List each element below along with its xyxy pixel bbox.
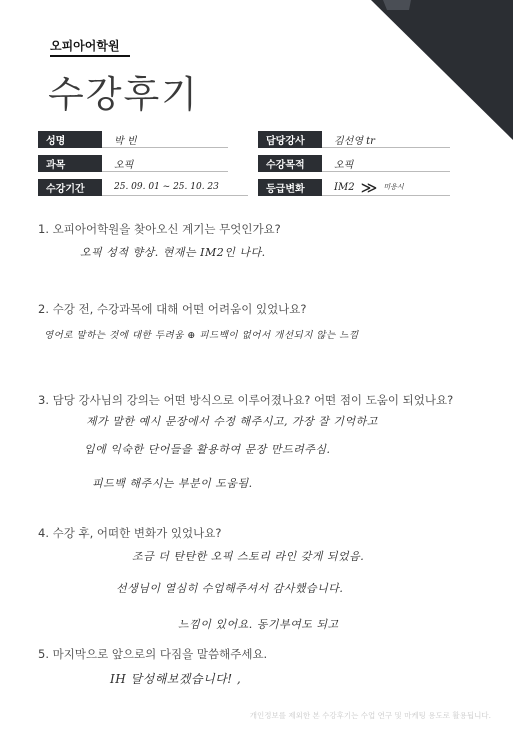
answer-4-line-1: 조금 더 탄탄한 오픽 스토리 라인 갖게 되었음.	[132, 550, 365, 563]
grade-arrow: ≫	[360, 177, 378, 197]
answer-3-line-3: 피드백 해주시는 부분이 도움됨.	[92, 477, 253, 490]
info-row-period	[38, 179, 248, 196]
info-row-name	[38, 131, 228, 148]
purpose-value: 오픽	[322, 155, 450, 172]
instructor-label: 담당강사	[258, 131, 322, 148]
question-2: 2. 수강 전, 수강과목에 대해 어떤 어려움이 있었나요?	[38, 302, 307, 316]
academy-underline	[50, 55, 130, 57]
answer-1-line-1: 오픽 성적 향상. 현재는 IM2인 나다.	[80, 246, 266, 259]
info-row-purpose	[258, 155, 450, 172]
footer-note: 개인정보를 제외한 본 수강후기는 수업 연구 및 마케팅 용도로 활용됩니다.	[249, 711, 491, 720]
answer-4-line-3: 느낌이 있어요. 동기부여도 되고	[178, 618, 339, 631]
info-row-instructor	[258, 131, 450, 148]
question-4: 4. 수강 후, 어떠한 변화가 있었나요?	[38, 526, 222, 540]
grade-value	[322, 179, 450, 196]
question-1: 1. 오피아어학원을 찾아오신 계기는 무엇인가요?	[38, 222, 281, 236]
grade-from: IM2	[334, 181, 355, 193]
corner-graphic	[353, 0, 513, 140]
academy-name: 오피아어학원	[50, 39, 120, 53]
course-value: 오픽	[102, 155, 228, 172]
answer-2-line-1: 영어로 말하는 것에 대한 두려움 ⊕ 피드백이 없어서 개선되지 않는 느낌	[44, 330, 359, 341]
grade-label: 등급변화	[258, 179, 322, 196]
answer-3-line-2: 입에 익숙한 단어들을 활용하여 문장 만드려주심.	[84, 443, 331, 456]
period-label: 수강기간	[38, 179, 102, 196]
question-3: 3. 담당 강사님의 강의는 어떤 방식으로 이루어졌나요? 어떤 점이 도움이 되었나요?	[38, 393, 454, 407]
answer-3-line-1: 제가 말한 예시 문장에서 수정 해주시고, 가장 잘 기억하고	[86, 415, 378, 428]
instructor-value: 김선영 tr	[322, 131, 450, 148]
answer-4-line-2: 선생님이 열심히 수업해주셔서 감사했습니다.	[116, 582, 344, 595]
name-label: 성명	[38, 131, 102, 148]
page-title: 수강후기	[48, 73, 199, 116]
period-value: 25. 09. 01 ~ 25. 10. 23	[102, 179, 248, 196]
grade-to: 미응시	[383, 183, 404, 191]
info-row-grade	[258, 179, 450, 196]
info-row-course	[38, 155, 228, 172]
question-5: 5. 마지막으로 앞으로의 다짐을 말씀해주세요.	[38, 647, 268, 661]
answer-5-line-1: IH 달성해보겠습니다! ,	[110, 672, 242, 686]
course-label: 과목	[38, 155, 102, 172]
purpose-label: 수강목적	[258, 155, 322, 172]
name-value: 박 빈	[102, 131, 228, 148]
